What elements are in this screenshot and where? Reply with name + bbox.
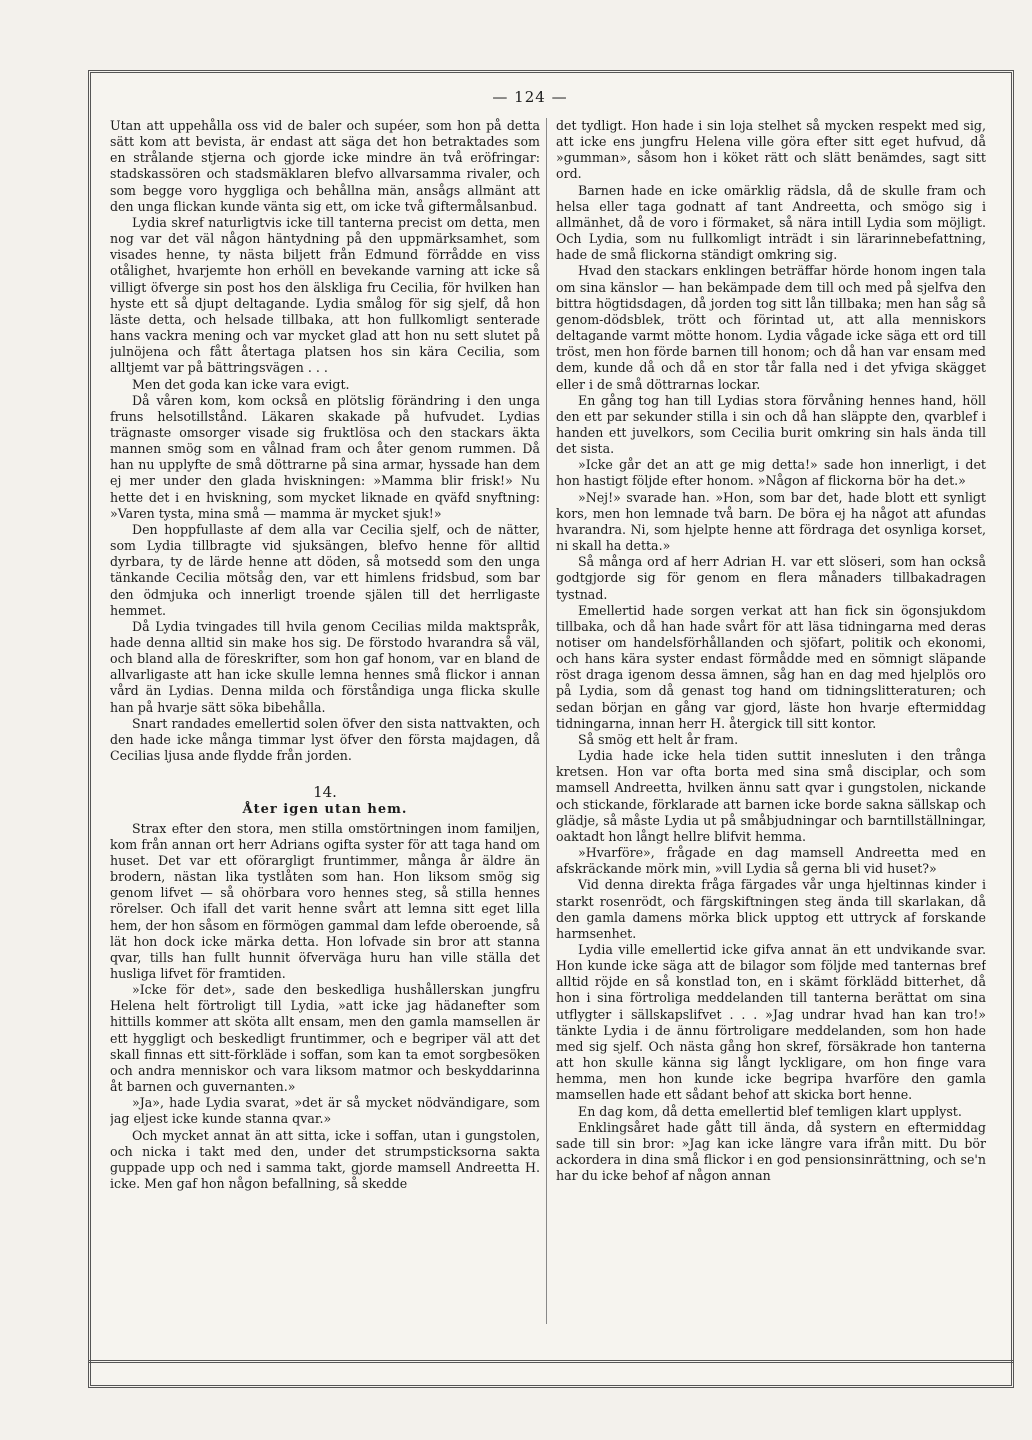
column-divider: [546, 118, 547, 1324]
paragraph: Så många ord af herr Adrian H. var ett slöseri, som han också godtgjorde sig för genom en flera månaders tillbakadragen tystnad.: [556, 554, 986, 602]
paragraph: Barnen hade en icke omärklig rädsla, då de skulle fram och helsa eller taga godnatt af tant Andreetta, och smögo sig i allmänhet, då de voro i förmaket, så nära intill Lydia som möjligt. Och Lydia, som nu fullkomligt inträdt i sin lärarinnebefattning, hade de små flickorna ständigt omkring sig.: [556, 182, 986, 263]
chapter-number: 14.: [313, 783, 337, 802]
paragraph: »Icke går det an att ge mig detta!» sade hon innerligt, i det hon hastigt följde efter honom. »Någon af flickorna bör ha det.»: [556, 457, 986, 489]
bottom-border: [88, 1360, 1014, 1388]
paragraph: Då våren kom, kom också en plötslig förändring i den unga fruns helsotillstånd. Läkaren skakade på hufvudet. Lydias trägnaste omsorger visade sig fruktlösa och den stackars äkta mannen smög som en vålnad fram och åter genom rummen. Då han nu upplyfte de små döttrarne på sina armar, hyssade han dem ej mer under den glada hviskningen: »Mamma blir frisk!» Nu hette det i en hviskning, som mycket liknade en qväfd snyftning: »Varen tysta, mina små — mamma är mycket sjuk!»: [110, 392, 540, 521]
paragraph: Hvad den stackars enklingen beträffar hörde honom ingen tala om sina känslor — han bekämpade dem till och med på sjelfva den bittra högtidsdagen, då jorden tog sitt lån tillbaka; men han såg så genom-dödsblek, trött och förintad ut, att alla menniskors deltagande varmt mötte honom. Lydia vågade icke säga ett ord till tröst, men hon förde barnen till honom; och då han var ensam med dem, kunde då och då en stor tår falla ned i det yfviga skägget eller i de små döttrarnas lockar.: [556, 263, 986, 392]
paragraph: Vid denna direkta fråga färgades vår unga hjeltinnas kinder i starkt rosenrödt, och färgskiftningen steg ända till skarlakan, då den gamla damens mörka blick upptog ett uttryck af forskande harmsenhet.: [556, 877, 986, 941]
paragraph: det tydligt. Hon hade i sin loja stelhet så mycken respekt med sig, att icke ens jungfru Helena ville göra efter sitt eget hufvud, då »gumman», såsom hon i köket rätt och slätt benämdes, sagt sitt ord.: [556, 118, 986, 182]
paragraph: Enklingsåret hade gått till ända, då systern en eftermiddag sade till sin bror: »Jag kan icke längre vara ifrån mitt. Du bör ackordera in dina små flickor i en god pensionsinrättning, och se'n har du icke behof af någon annan: [556, 1119, 986, 1184]
page-number: — 124 —: [492, 88, 568, 106]
left-column: [110, 118, 540, 1330]
paragraph: Då Lydia tvingades till hvila genom Cecilias milda maktspråk, hade denna alltid sin make hos sig. De förstodo hvarandra så väl, och bland alla de föreskrifter, som hon gaf honom, var en bland de allvarligaste att han icke skulle lemna hennes små flickor i annan vård än Lydias. Denna milda och förståndiga unga flicka skulle han på hvarje sätt söka bibehålla.: [110, 618, 540, 715]
paragraph: Lydia hade icke hela tiden suttit innesluten i den trånga kretsen. Hon var ofta borta med sina små disciplar, och som mamsell Andreetta, hvilken ännu satt qvar i gungstolen, nickande och stickande, förklarade att barnen icke borde sakna sällskap och glädje, så måste Lydia ut på småbjudningar och barntillställningar, oaktadt hon långt hellre blifvit hemma.: [556, 748, 986, 844]
paragraph: Lydia skref naturligtvis icke till tanterna precist om detta, men nog var det väl någon häntydning på den uppmärksamhet, som visades henne, ty nästa biljett från Edmund förrådde en viss otålighet, hvarjemte hon erhöll en bevekande varning att icke så villigt öfverge sin post hos den älskliga fru Cecilia, för hvilken han hyste ett så djupt deltagande. Lydia smålog för sig sjelf, då hon läste detta, och helsade tillbaka, att hon fullkomligt senterade hans vackra mening och var mycket glad att hon nu sett slutet på julnöjena och fått återtaga platsen hos sin kära Cecilia, som alltjemt var på bättringsvägen . . .: [110, 214, 540, 376]
paragraph: Strax efter den stora, men stilla omstörtningen inom familjen, kom från annan ort herr Adrians ogifta syster för att taga hand om huset. Det var ett oförargligt fruntimmer, många år äldre än brodern, nästan lika tystlåten som han. Hon liksom smög sig genom lifvet — så ohörbara voro hennes steg, så stilla hennes rörelser. Och ifall det varit henne svårt att lemna sitt eget lilla hem, der hon såsom en förmögen gammal dam lefde oberoende, så lät hon dock icke märka detta. Hon lofvade sin bror att stanna qvar, tills han fullt hunnit öfverväga huru han ville ställa det husliga lifvet för framtiden.: [110, 820, 540, 981]
chapter-title: Åter igen utan hem.: [242, 802, 408, 818]
paragraph: Lydia ville emellertid icke gifva annat än ett undvikande svar. Hon kunde icke säga att de bilagor som följde med tanternas bref alltid röjde en så konstlad ton, en i skämt förklädd bitterhet, då hon i sina förtroliga meddelanden till tanterna berättat om sina utflygter i sällskapslifvet . . . »Jag undrar hvad han kan tro!» tänkte Lydia i de ännu förtroligare meddelanden, som hon hade med sig sjelf. Och nästa gång hon skref, försäkrade hon tanterna att hon skulle känna sig långt lyckligare, om hon finge vara hemma, men hon kunde icke begripa hvarföre den gamla mamsellen hade ett sådant behof att skicka bort henne.: [556, 941, 986, 1103]
paragraph: En gång tog han till Lydias stora förvåning hennes hand, höll den ett par sekunder stilla i sin och då han släppte den, qvarblef i handen ett juvelkors, som Cecilia burit omkring sin hals ända till det sista.: [556, 392, 986, 457]
paragraph: Emellertid hade sorgen verkat att han fick sin ögonsjukdom tillbaka, och då han hade svårt för att läsa tidningarna med deras notiser om handelsförhållanden och sjöfart, politik och ekonomi, och hans kära syster endast förmådde med en sömnigt släpande röst draga igenom dessa ämnen, såg han en dag med hjelplös oro på Lydia, som då genast tog hand om tidningslitteraturen; och sedan början en gång var gjord, läste hon hvarje eftermiddag tidningarna, innan herr H. återgick till sitt kontor.: [556, 602, 986, 731]
paragraph: Så smög ett helt år fram.: [578, 731, 739, 747]
paragraph: En dag kom, då detta emellertid blef temligen klart upplyst.: [578, 1103, 962, 1119]
right-column: [556, 118, 986, 1330]
paragraph: Men det goda kan icke vara evigt.: [132, 376, 350, 392]
paragraph: »Ja», hade Lydia svarat, »det är så mycket nödvändigare, som jag eljest icke kunde stanna qvar.»: [110, 1095, 540, 1127]
paragraph: Snart randades emellertid solen öfver den sista nattvakten, och den hade icke många timmar lyst öfver den första majdagen, då Cecilias ljusa ande flydde från jorden.: [110, 715, 540, 764]
paragraph: Den hoppfullaste af dem alla var Cecilia sjelf, och de nätter, som Lydia tillbragte vid sjuksängen, blefvo henne för alltid dyrbara, ty de lärde henne att döden, så motsedd som den unga tänkande Cecilia mötsåg den, var ett himlens fridsbud, som bar den ödmjuka och innerligt troende själen till det herrligaste hemmet.: [110, 521, 540, 618]
paragraph: Utan att uppehålla oss vid de baler och supéer, som hon på detta sätt kom att bevista, är endast att säga det hon betraktades som en strålande stjerna och gjorde icke mindre än två eröfringar: stadskassören och stadsmäklaren blefvo allvarsamma rivaler, och som begge voro hyggliga och behållna män, ansågs allmänt att den unga flickan kunde vänta sig ett, om icke två giftermålsanbud.: [110, 118, 540, 214]
paragraph: »Icke för det», sade den beskedliga hushållerskan jungfru Helena helt förtroligt till Lydia, »att icke jag hädanefter som hittills kommer att sköta allt ensam, men den gamla mamsellen är ett hyggligt och beskedligt fruntimmer, och e begriper väl att det skall finnas ett sitt-förkläde i soffan, som kan ta emot sorgbesöken och andra menniskor och vara liksom matmor och beskyddarinna åt barnen och guvernanten.»: [110, 982, 540, 1095]
paragraph: »Nej!» svarade han. »Hon, som bar det, hade blott ett synligt kors, men hon lemnade två barn. De böra ej ha något att afundas hvarandra. Ni, som hjelpte henne att fördraga det osynliga korset, ni skall ha detta.»: [556, 489, 986, 554]
paragraph: »Hvarföre», frågade en dag mamsell Andreetta med en afskräckande mörk min, »vill Lydia så gerna bli vid huset?»: [556, 845, 986, 877]
paragraph: Och mycket annat än att sitta, icke i soffan, utan i gungstolen, och nicka i takt med den, under det strumpsticksorna sakta guppade upp och ned i samma takt, gjorde mamsell Andreetta H. icke. Men gaf hon någon befallning, så skedde: [110, 1127, 540, 1191]
